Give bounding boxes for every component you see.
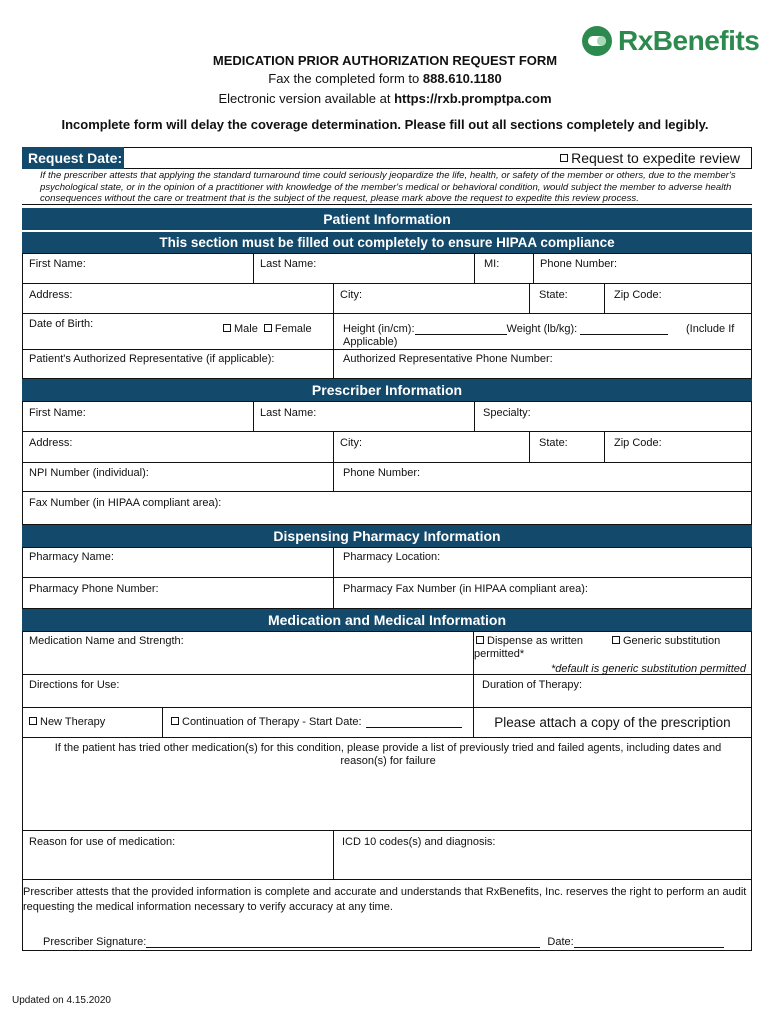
form-title: MEDICATION PRIOR AUTHORIZATION REQUEST FORM	[212, 53, 558, 68]
icd-field[interactable]	[333, 830, 752, 880]
pharmacy-name-label: Pharmacy Name:	[29, 551, 114, 563]
include-if-note: (Include If	[686, 323, 735, 335]
male-checkbox[interactable]	[223, 324, 231, 332]
pharmacy-name-field[interactable]	[22, 547, 334, 578]
patient-city-label: City:	[340, 289, 362, 301]
medication-name-field[interactable]	[22, 631, 474, 675]
patient-phone-field[interactable]	[533, 253, 752, 284]
fax-number: 888.610.1180	[422, 71, 502, 86]
patient-zip-label: Zip Code:	[614, 289, 662, 301]
pharmacy-location-label: Pharmacy Location:	[343, 551, 441, 563]
electronic-url[interactable]: https://rxb.promptpa.com	[394, 91, 552, 106]
prescriber-city-label: City:	[340, 437, 362, 449]
prescriber-fax-field[interactable]	[22, 491, 752, 525]
height-weight-line	[343, 323, 668, 335]
pharmacy-phone-field[interactable]	[22, 577, 334, 609]
continuation-checkbox[interactable]	[171, 717, 179, 725]
reason-field[interactable]	[22, 830, 334, 880]
new-therapy-checkbox[interactable]	[29, 717, 37, 725]
pharmacy-location-field[interactable]	[333, 547, 752, 578]
dispense-written-label: Dispense as written	[487, 635, 583, 647]
medication-name-label: Medication Name and Strength:	[29, 635, 184, 647]
tried-failed-label: If the patient has tried other medication(s) for this condition, please provide a list of previously tried and failed agents, including dates and reason(s) for failure	[54, 742, 722, 767]
prescriber-last-name-field[interactable]	[253, 401, 475, 432]
pharmacy-section-title: Dispensing Pharmacy Information	[22, 525, 752, 547]
medication-section-title: Medication and Medical Information	[22, 609, 752, 631]
date-blank[interactable]	[574, 947, 724, 948]
patient-mi-label: MI:	[484, 258, 500, 270]
signature-label: Prescriber Signature:	[43, 936, 147, 948]
applicable-note: Applicable)	[343, 336, 398, 348]
prescriber-state-label: State:	[539, 437, 568, 449]
height-blank[interactable]	[415, 334, 507, 335]
attestation-text: Prescriber attests that the provided information is complete and accurate and understands that RxBenefits, Inc. reserves the right to perform an audit requesting the medical information necessary to verify accuracy at any time.	[23, 886, 747, 913]
directions-label: Directions for Use:	[29, 679, 120, 691]
patient-zip-field[interactable]	[604, 283, 752, 314]
patient-first-name-field[interactable]	[22, 253, 254, 284]
expedite-checkbox[interactable]	[560, 154, 568, 162]
incomplete-warning: Incomplete form will delay the coverage determination. Please fill out all sections completely and legibly.	[61, 117, 709, 132]
duration-field[interactable]	[473, 674, 752, 708]
prescriber-city-field[interactable]	[333, 431, 530, 463]
prescriber-phone-label: Phone Number:	[343, 467, 421, 479]
patient-state-field[interactable]	[529, 283, 605, 314]
signature-blank[interactable]	[146, 947, 540, 948]
duration-label: Duration of Therapy:	[482, 679, 583, 691]
patient-dob-label: Date of Birth:	[29, 318, 94, 330]
tried-failed-field[interactable]	[22, 737, 752, 831]
patient-address-field[interactable]	[22, 283, 334, 314]
continuation-label: Continuation of Therapy - Start Date:	[182, 716, 362, 728]
date-label: Date:	[547, 936, 574, 948]
attach-prescription-box	[473, 707, 752, 738]
prescriber-npi-label: NPI Number (individual):	[29, 467, 149, 479]
patient-city-field[interactable]	[333, 283, 530, 314]
pharmacy-phone-label: Pharmacy Phone Number:	[29, 583, 159, 595]
patient-last-name-label: Last Name:	[260, 258, 317, 270]
patient-last-name-field[interactable]	[253, 253, 475, 284]
prescriber-first-name-label: First Name:	[29, 407, 86, 419]
prescriber-address-field[interactable]	[22, 431, 334, 463]
patient-section-title: Patient Information	[22, 208, 752, 230]
pharmacy-fax-label: Pharmacy Fax Number (in HIPAA compliant area):	[343, 583, 588, 595]
prescriber-specialty-label: Specialty:	[483, 407, 531, 419]
prescriber-state-field[interactable]	[529, 431, 605, 463]
fax-line	[0, 71, 770, 86]
attach-prescription-text: Please attach a copy of the prescription	[494, 715, 731, 730]
continuation-option[interactable]	[162, 707, 474, 738]
prescriber-specialty-field[interactable]	[474, 401, 752, 432]
prescriber-phone-field[interactable]	[333, 462, 752, 492]
patient-rep-label: Patient's Authorized Representative (if applicable):	[29, 353, 275, 365]
electronic-prefix: Electronic version available at	[218, 91, 391, 106]
divider	[22, 204, 752, 205]
icd-label: ICD 10 codes(s) and diagnosis:	[342, 836, 496, 848]
expedite-label: Request to expedite review	[571, 150, 740, 166]
patient-mi-field[interactable]	[474, 253, 534, 284]
patient-rep-phone-label: Authorized Representative Phone Number:	[343, 353, 553, 365]
patient-state-label: State:	[539, 289, 568, 301]
prescriber-address-label: Address:	[29, 437, 73, 449]
generic-label: Generic substitution	[623, 635, 721, 647]
patient-section-subtitle: This section must be filled out completely to ensure HIPAA compliance	[22, 232, 752, 254]
patient-dob-field[interactable]	[22, 313, 334, 350]
updated-date: Updated on 4.15.2020	[12, 995, 111, 1006]
attestation-box	[22, 879, 752, 951]
patient-first-name-label: First Name:	[29, 258, 86, 270]
patient-phone-label: Phone Number:	[540, 258, 618, 270]
patient-address-label: Address:	[29, 289, 73, 301]
prescriber-last-name-label: Last Name:	[260, 407, 317, 419]
generic-checkbox[interactable]	[612, 636, 620, 644]
female-checkbox[interactable]	[264, 324, 272, 332]
default-generic-note: *default is generic substitution permitted	[550, 663, 746, 675]
logo-wordmark: RxBenefits	[618, 25, 760, 56]
fax-prefix: Fax the completed form to	[268, 71, 420, 86]
directions-field[interactable]	[22, 674, 474, 708]
prescriber-zip-label: Zip Code:	[614, 437, 662, 449]
weight-label: Weight (lb/kg):	[506, 323, 578, 335]
prescriber-fax-label: Fax Number (in HIPAA compliant area):	[29, 497, 222, 509]
dispense-written-checkbox[interactable]	[476, 636, 484, 644]
reason-label: Reason for use of medication:	[29, 836, 176, 848]
signature-line	[43, 936, 724, 948]
expedite-note: If the prescriber attests that applying the standard turnaround time could seriously jeopardize the life, health, or safety of the member or others, due to the member's psychological state, or in the opinion of a practitioner with knowledge of the member's medical or behavioral condition, would subject the member to adverse health consequences without the care or treatment that is the subject of the request, please mark above the request to expedite this review process.	[40, 170, 736, 204]
patient-rep-phone-field[interactable]	[333, 349, 752, 379]
new-therapy-label: New Therapy	[40, 716, 106, 728]
female-label: Female	[274, 323, 312, 335]
sex-options	[223, 323, 312, 335]
height-weight-field[interactable]	[333, 313, 752, 350]
expedite-option[interactable]	[560, 150, 740, 166]
generic-option[interactable]	[612, 635, 720, 647]
electronic-line	[0, 91, 770, 106]
dispense-written-option[interactable]	[476, 635, 583, 647]
pharmacy-fax-field[interactable]	[333, 577, 752, 609]
male-label: Male	[234, 323, 258, 335]
prescriber-zip-field[interactable]	[604, 431, 752, 463]
start-date-blank[interactable]	[366, 727, 462, 728]
patient-rep-field[interactable]	[22, 349, 334, 379]
new-therapy-option[interactable]	[22, 707, 163, 738]
prescriber-section-title: Prescriber Information	[22, 379, 752, 401]
weight-blank[interactable]	[580, 334, 668, 335]
request-date-label: Request Date:	[22, 147, 124, 169]
dispense-options	[473, 631, 752, 675]
prescriber-first-name-field[interactable]	[22, 401, 254, 432]
permitted-label: permitted*	[474, 648, 525, 660]
height-label: Height (in/cm):	[343, 323, 415, 335]
prescriber-npi-field[interactable]	[22, 462, 334, 492]
